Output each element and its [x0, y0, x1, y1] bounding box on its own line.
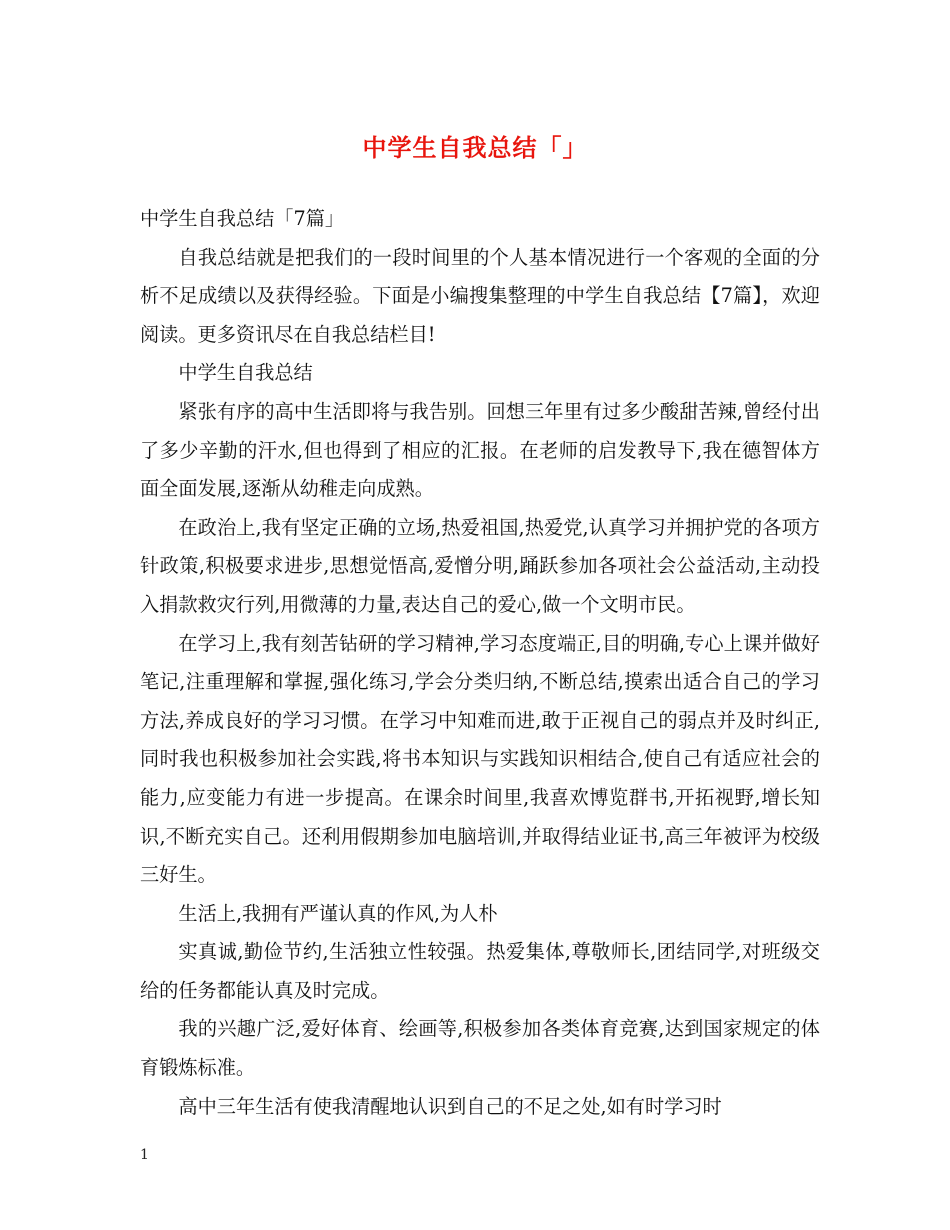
- body-paragraph: 生活上,我拥有严谨认真的作风,为人朴: [178, 901, 498, 925]
- body-paragraph: 实真诚,勤俭节约,生活独立性较强。热爱集体,尊敬师长,团结同学,对班级交给的任务都能认真及时完成。: [140, 940, 820, 1002]
- document-subtitle: 中学生自我总结「7篇」: [140, 207, 345, 230]
- body-paragraph: 高中三年生活有使我清醒地认识到自己的不足之处,如有时学习时: [178, 1094, 722, 1118]
- body-paragraph: 在学习上,我有刻苦钻研的学习精神,学习态度端正,目的明确,专心上课并做好笔记,注重理解和掌握,强化练习,学会分类归纳,不断总结,摸索出适合自己的学习方法,养成良好的学习习惯。在学习中知难而进,敢于正视自己的弱点并及时纠正,同时我也积极参加社会实践,将书本知识与实践知识相结合,使自己有适应社会的能力,应变能力有进一步提高。在课余时间里,我喜欢博览群书,开拓视野,增长知识,不断充实自己。还利用假期参加电脑培训,并取得结业证书,高三年被评为校级三好生。: [140, 631, 820, 887]
- body-paragraph: 我的兴趣广泛,爱好体育、绘画等,积极参加各类体育竞赛,达到国家规定的体育锻炼标准。: [140, 1017, 820, 1080]
- document-body: [140, 200, 820, 1126]
- page-number: 1: [140, 1147, 149, 1163]
- document-title: 中学生自我总结「」: [362, 134, 588, 162]
- body-paragraph: 紧张有序的高中生活即将与我告别。回想三年里有过多少酸甜苦辣,曾经付出了多少辛勤的汗水,但也得到了相应的汇报。在老师的启发教导下,我在德智体方面全面发展,逐渐从幼稚走向成熟。: [140, 399, 820, 501]
- intro-paragraph: 自我总结就是把我们的一段时间里的个人基本情况进行一个客观的全面的分析不足成绩以及获得经验。下面是小编搜集整理的中学生自我总结【7篇】，欢迎阅读。更多资讯尽在自我总结栏目!: [140, 245, 820, 346]
- body-paragraph: 在政治上,我有坚定正确的立场,热爱祖国,热爱党,认真学习并拥护党的各项方针政策,积极要求进步,思想觉悟高,爱憎分明,踊跃参加各项社会公益活动,主动投入捐款救灾行列,用微薄的力量,表达自己的爱心,做一个文明市民。: [140, 515, 820, 616]
- section-heading: 中学生自我总结: [178, 361, 313, 385]
